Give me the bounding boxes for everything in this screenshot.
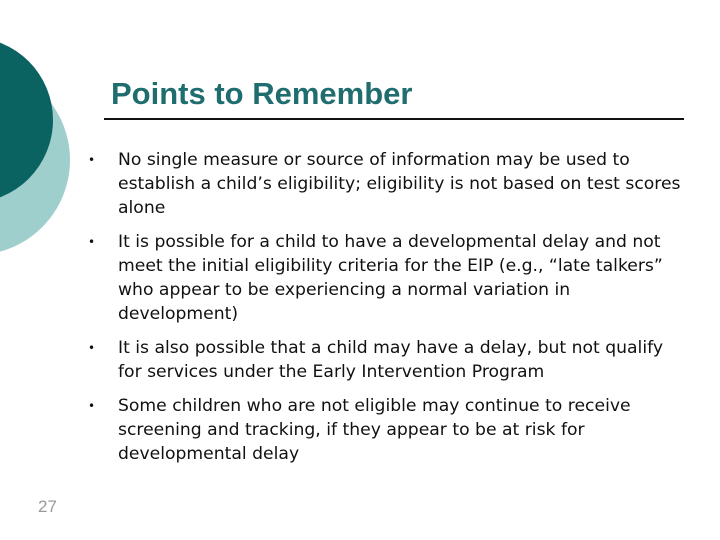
bullet-text: Some children who are not eligible may continue to receive screening and tracking, if they appear to be at risk for developmental delay [118,396,631,464]
slide-number: 27 [38,497,57,516]
bullet-text: It is possible for a child to have a developmental delay and not meet the initial eligibility criteria for the EIP (e.g., “late talkers” who appear to be experiencing a normal variation in development) [118,232,663,324]
slide-title: Points to Remember [111,76,413,111]
bullet-item [84,336,684,384]
bullet-dot-icon: • [88,153,96,167]
bullet-text: No single measure or source of information may be used to establish a child’s eligibility; eligibility is not based on test scores alone [118,150,681,218]
title-underline [104,118,684,120]
bullet-dot-icon: • [88,399,96,413]
bullet-dot-icon: • [88,341,96,355]
bullet-dot-icon: • [88,235,96,249]
bullet-item [84,230,684,326]
bullet-text: It is also possible that a child may have a delay, but not qualify for services under the Early Intervention Program [118,338,664,382]
bullet-item [84,394,684,466]
bullet-item [84,148,684,220]
bullet-list [84,148,684,476]
